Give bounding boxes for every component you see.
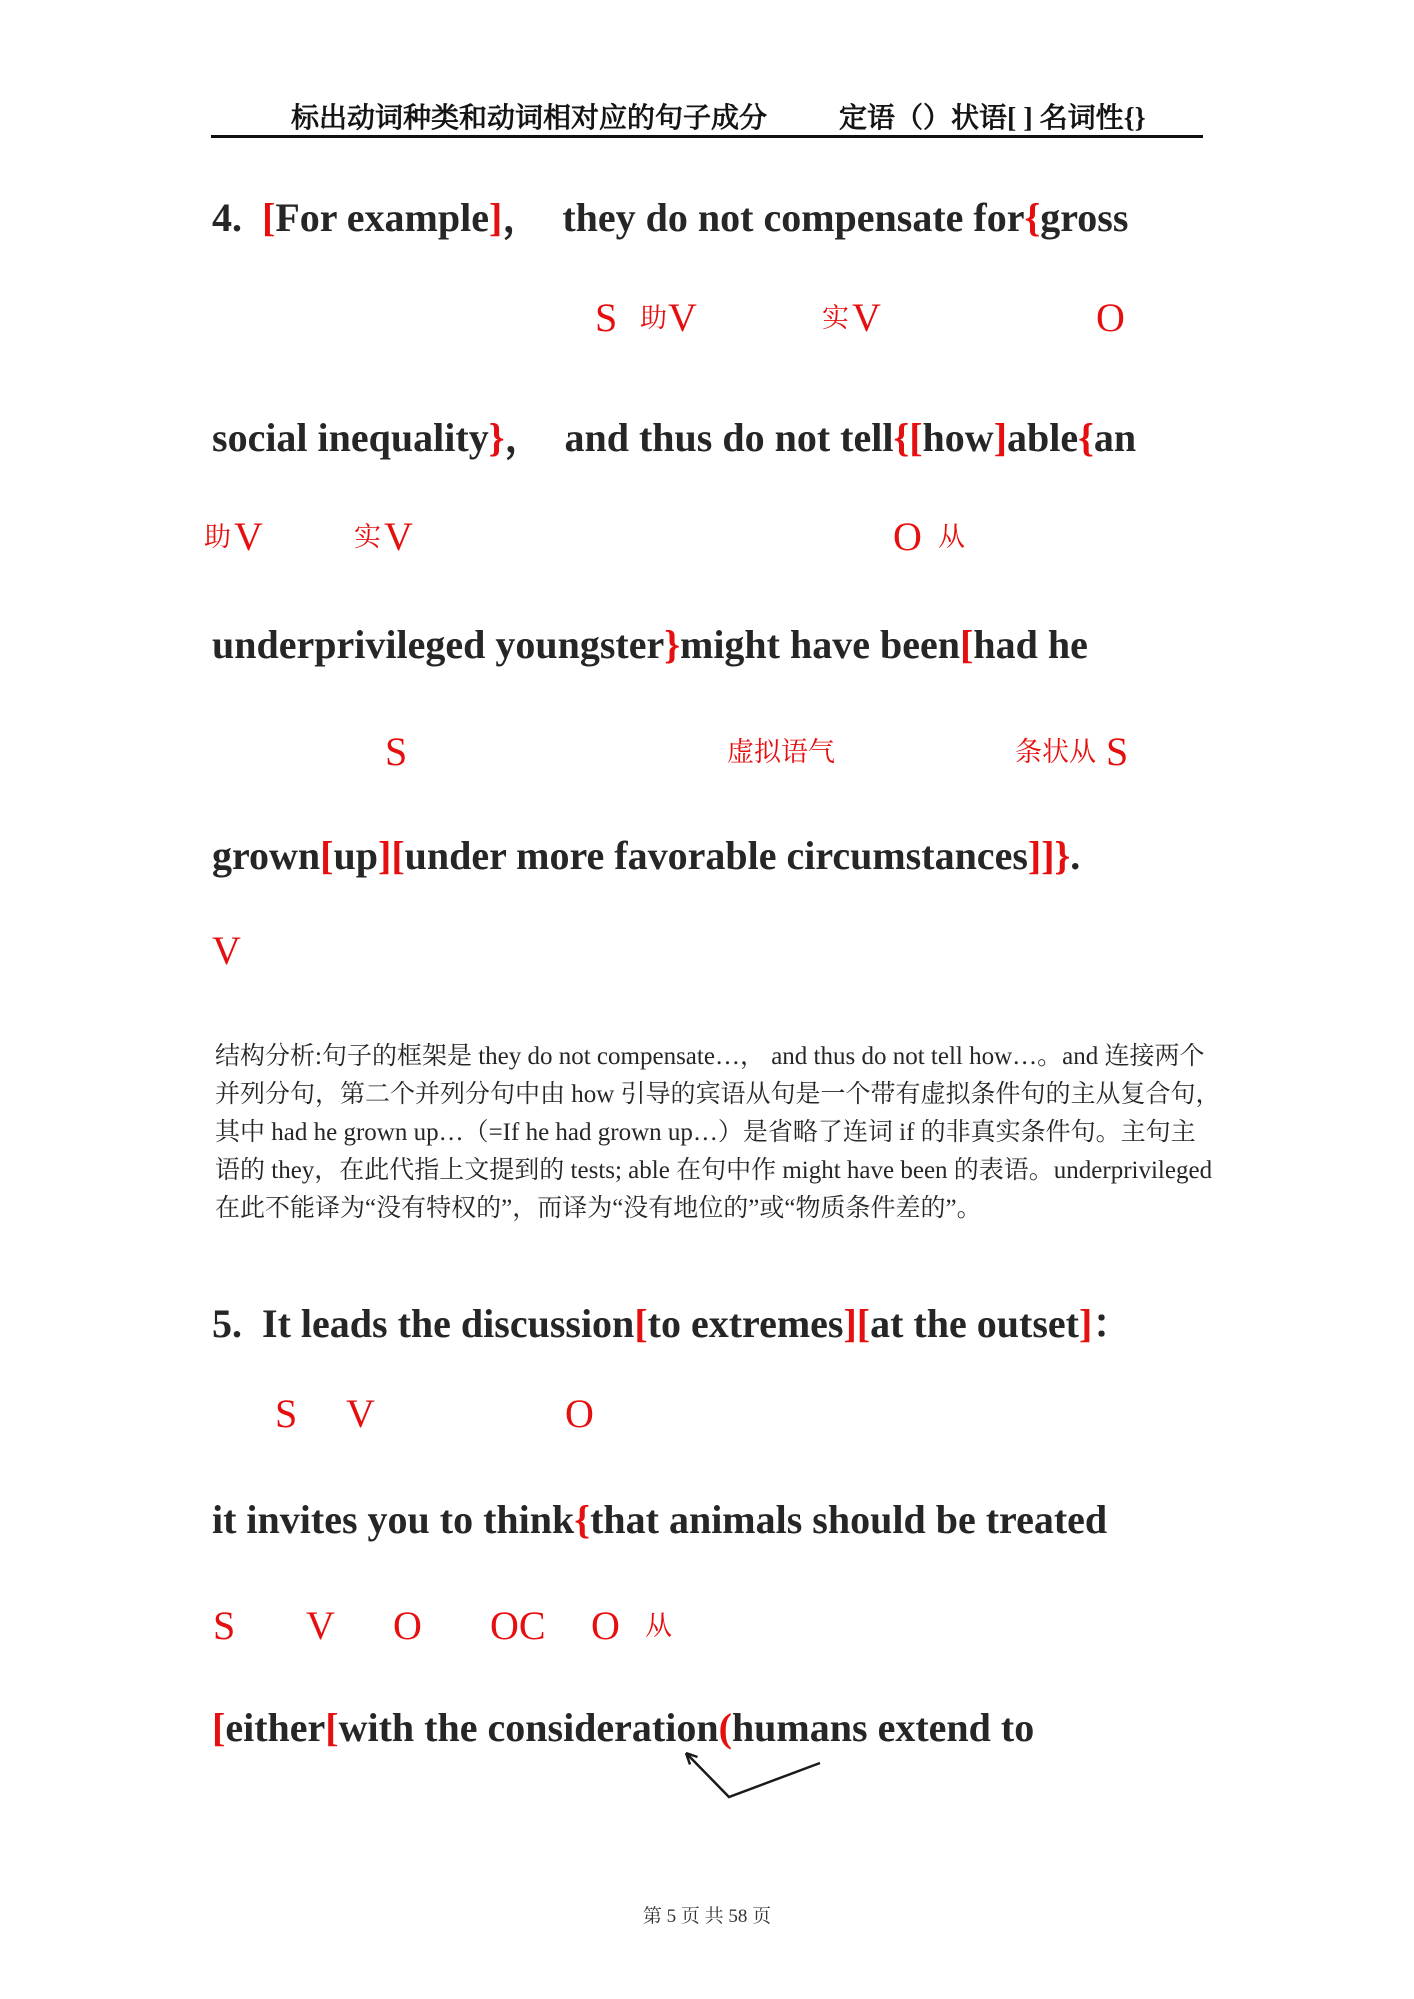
text-segment: [ <box>212 1705 226 1750</box>
grammar-annotation-token: O <box>565 1391 594 1436</box>
text-segment: ] <box>993 415 1008 460</box>
text-segment: [ <box>634 1301 648 1346</box>
text-segment: [ <box>320 833 334 878</box>
text-segment: [ <box>325 1705 339 1750</box>
grammar-annotation-token: O <box>393 1603 422 1648</box>
text-segment: { <box>1024 195 1041 240</box>
grammar-annotation-token: V <box>384 514 413 559</box>
grammar-annotation-token: OC <box>490 1603 546 1648</box>
text-segment: ] <box>1078 1301 1093 1346</box>
grammar-annotation-token: O <box>591 1603 620 1648</box>
grammar-annotation-token: S <box>595 295 618 340</box>
grammar-annotation-token: 实 <box>354 522 381 552</box>
grammar-annotation-token: 助 <box>640 303 667 333</box>
annotation-row-1 <box>0 296 1414 340</box>
grammar-annotation-token: 助 <box>204 522 231 552</box>
text-segment: ： <box>1092 1301 1133 1346</box>
grammar-annotation-token: S <box>213 1603 236 1648</box>
sentence-4-line-1 <box>212 186 1128 243</box>
grammar-annotation-token: 虚拟语气 <box>727 737 835 767</box>
grammar-annotation-token: O <box>893 514 922 559</box>
analysis-line: 语的 they，在此代指上文提到的 tests; able 在句中作 might have been 的表语。underprivileged <box>215 1157 1213 1184</box>
grammar-annotation-token: O <box>1096 295 1125 340</box>
text-segment: ， <box>504 415 565 460</box>
text-segment: an <box>1093 415 1137 460</box>
grammar-annotation-token: 从 <box>938 522 965 552</box>
text-segment: [ <box>960 622 974 667</box>
sentence-5-line-1 <box>212 1292 1132 1349</box>
grammar-annotation-token: S <box>385 729 408 774</box>
grammar-annotation-token: S <box>275 1391 298 1436</box>
text-segment: and thus do not tell <box>564 415 894 460</box>
analysis-line: 其中 had he grown up…（=If he had grown up…）是省略了连词 if 的非真实条件句。主句主 <box>215 1119 1196 1146</box>
sentence-5-line-3 <box>212 1704 1034 1751</box>
hand-drawn-arrow <box>650 1740 850 1810</box>
text-segment: 4. <box>212 195 262 240</box>
annotation-row-3 <box>0 730 1414 774</box>
text-segment: had he <box>973 622 1088 667</box>
grammar-annotation-token: V <box>306 1603 335 1648</box>
text-segment: ]]} <box>1027 833 1071 878</box>
text-segment: social inequality <box>212 415 489 460</box>
text-segment: {[ <box>893 415 923 460</box>
grammar-annotation-token: V <box>234 514 263 559</box>
text-segment: gross <box>1040 195 1129 240</box>
text-segment: { <box>574 1497 591 1542</box>
text-segment: might have been <box>680 622 960 667</box>
header-rule <box>211 135 1203 138</box>
analysis-line: 在此不能译为“没有特权的”，而译为“没有地位的”或“物质条件差的”。 <box>215 1195 982 1222</box>
header-title: 标出动词种类和动词相对应的句子成分 <box>291 103 768 134</box>
annotation-row-5 <box>0 1392 1414 1436</box>
grammar-annotation-token: V <box>212 928 241 973</box>
sentence-5-line-2 <box>212 1496 1107 1543</box>
text-segment: either <box>225 1705 326 1750</box>
analysis-paragraph <box>215 1038 1227 1228</box>
text-segment: ][ <box>843 1301 871 1346</box>
text-segment: underprivileged youngster <box>212 622 665 667</box>
text-segment: [ <box>262 195 276 240</box>
text-segment: up <box>333 833 378 878</box>
annotation-row-2 <box>0 515 1414 559</box>
text-segment: that animals should be treated <box>590 1497 1108 1542</box>
text-segment: } <box>664 622 680 667</box>
annotation-row-6 <box>0 1604 1414 1648</box>
grammar-annotation-token: 从 <box>645 1611 672 1641</box>
annotation-row-4 <box>0 929 1414 973</box>
text-segment: ( <box>718 1705 732 1750</box>
text-segment: able <box>1007 415 1079 460</box>
text-segment: ] <box>488 195 503 240</box>
grammar-annotation-token: V <box>852 295 881 340</box>
grammar-annotation-token: V <box>346 1391 375 1436</box>
text-segment: ， <box>502 195 563 240</box>
text-segment: For example <box>275 195 489 240</box>
text-segment: to extremes <box>647 1301 844 1346</box>
text-segment: they do not compensate for <box>562 195 1025 240</box>
page-number-footer: 第 5 页 共 58 页 <box>642 1906 772 1927</box>
text-segment: { <box>1078 415 1094 460</box>
text-segment: with the consideration <box>338 1705 719 1750</box>
text-segment: how <box>922 415 994 460</box>
grammar-annotation-token: 实 <box>822 303 849 333</box>
text-segment: 5. It leads the discussion <box>212 1301 635 1346</box>
analysis-line: 结构分析:句子的框架是 they do not compensate…， and thus do not tell how…。and 连接两个 <box>215 1043 1205 1070</box>
text-segment: grown <box>212 833 321 878</box>
sentence-4-line-3 <box>212 621 1088 668</box>
header-legend: 定语（）状语[ ] 名词性{} <box>839 103 1146 134</box>
text-segment: . <box>1070 833 1081 878</box>
grammar-annotation-token: V <box>668 295 697 340</box>
sentence-4-line-4 <box>212 832 1080 879</box>
analysis-line: 并列分句，第二个并列分句中由 how 引导的宾语从句是一个带有虚拟条件句的主从复合句， <box>215 1081 1221 1108</box>
grammar-annotation-token: S <box>1106 729 1129 774</box>
text-segment: under more favorable circumstances <box>404 833 1028 878</box>
text-segment: humans extend to <box>731 1705 1035 1750</box>
text-segment: at the outset <box>870 1301 1079 1346</box>
sentence-4-line-2 <box>212 406 1136 463</box>
text-segment: it invites you to think <box>212 1497 575 1542</box>
text-segment: } <box>488 415 505 460</box>
text-segment: ][ <box>378 833 405 878</box>
grammar-annotation-token: 条状从 <box>1015 737 1096 767</box>
